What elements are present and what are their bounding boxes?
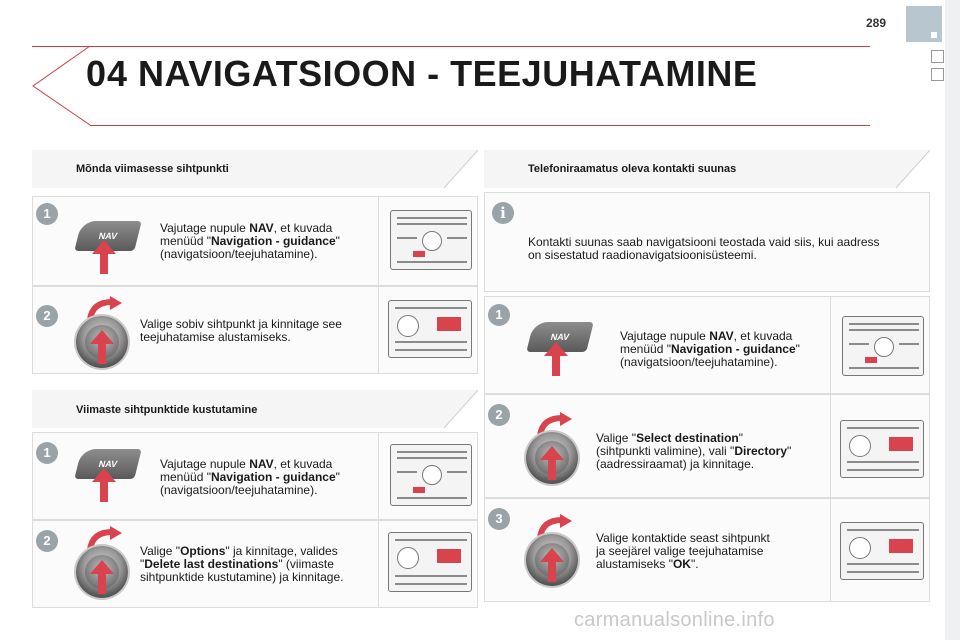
nav-button-illustration: NAV xyxy=(526,322,593,352)
step-divider xyxy=(378,520,379,608)
up-arrow-icon xyxy=(92,240,116,274)
step-divider xyxy=(378,432,379,520)
radio-panel-illustration xyxy=(390,444,472,506)
radio-panel-illustration xyxy=(840,420,924,478)
step-badge: 2 xyxy=(36,305,58,327)
section-title: Viimaste sihtpunktide kustutamine xyxy=(76,404,258,416)
chapter-tab-marker xyxy=(931,50,944,63)
step-badge: 3 xyxy=(488,508,510,530)
step-divider xyxy=(830,394,831,498)
step-instruction: Vajutage nupule NAV, et kuvada menüüd "Navigation - guidance" (navigatsioon/teejuhatamine). xyxy=(160,457,340,497)
press-arrow-icon xyxy=(90,560,114,594)
step-instruction: Vajutage nupule NAV, et kuvada menüüd "Navigation - guidance" (navigatsioon/teejuhatamine). xyxy=(620,329,800,369)
step-badge: 1 xyxy=(36,442,58,464)
page-edge-strip xyxy=(945,0,960,640)
corner-tab-dot xyxy=(931,32,937,38)
radio-panel-illustration xyxy=(388,300,472,358)
footer-watermark: carmanualsonline.info xyxy=(574,609,775,631)
step-badge: 1 xyxy=(488,304,510,326)
step-badge: 2 xyxy=(488,404,510,426)
step-instruction: Valige "Options" ja kinnitage, valides "Delete last destinations" (viimaste sihtpunktide kustutamine) ja kinnitage. xyxy=(140,544,344,584)
step-instruction: Valige "Select destination" (sihtpunkti valimine), vali "Directory" (aadressiraamat) ja kinnitage. xyxy=(596,431,792,471)
radio-panel-illustration xyxy=(390,210,472,270)
nav-button-illustration: NAV xyxy=(74,449,141,479)
radio-panel-illustration xyxy=(388,532,472,592)
header-rule-top xyxy=(32,46,870,47)
page-number: 289 xyxy=(866,16,887,30)
step-badge: 2 xyxy=(36,530,58,552)
up-arrow-icon xyxy=(92,468,116,502)
step-divider xyxy=(830,498,831,602)
step-instruction: Vajutage nupule NAV, et kuvada menüüd "Navigation - guidance" (navigatsioon/teejuhatamine). xyxy=(160,221,340,261)
step-divider xyxy=(830,296,831,394)
up-arrow-icon xyxy=(544,342,568,376)
section-title: Mõnda viimasesse sihtpunkti xyxy=(76,163,229,175)
step-divider xyxy=(378,286,379,374)
nav-button-illustration: NAV xyxy=(74,221,141,251)
press-arrow-icon xyxy=(90,330,114,364)
chapter-title: NAVIGATSIOON - TEEJUHATAMINE xyxy=(138,53,758,94)
header-rule-bottom xyxy=(90,125,870,126)
step-instruction: Valige kontaktide seast sihtpunkt ja seejärel valige teejuhatamise alustamiseks "OK". xyxy=(596,531,770,571)
step-badge: 1 xyxy=(36,203,58,225)
info-text: Kontakti suunas saab navigatsiooni teostada vaid siis, kui aadress on sisestatud raadionavigatsioonisüsteemi. xyxy=(528,235,880,262)
press-arrow-icon xyxy=(540,548,564,582)
press-arrow-icon xyxy=(540,446,564,480)
chapter-tab-marker xyxy=(931,68,944,81)
radio-panel-illustration xyxy=(840,522,924,580)
info-icon: i xyxy=(492,202,514,224)
chapter-number: 04 xyxy=(86,53,129,94)
step-instruction: Valige sobiv sihtpunkt ja kinnitage see teejuhatamise alustamiseks. xyxy=(140,317,342,344)
section-title: Telefoniraamatus oleva kontakti suunas xyxy=(528,163,737,175)
header-chevron xyxy=(32,46,92,126)
step-divider xyxy=(378,196,379,286)
radio-panel-illustration xyxy=(842,316,924,376)
